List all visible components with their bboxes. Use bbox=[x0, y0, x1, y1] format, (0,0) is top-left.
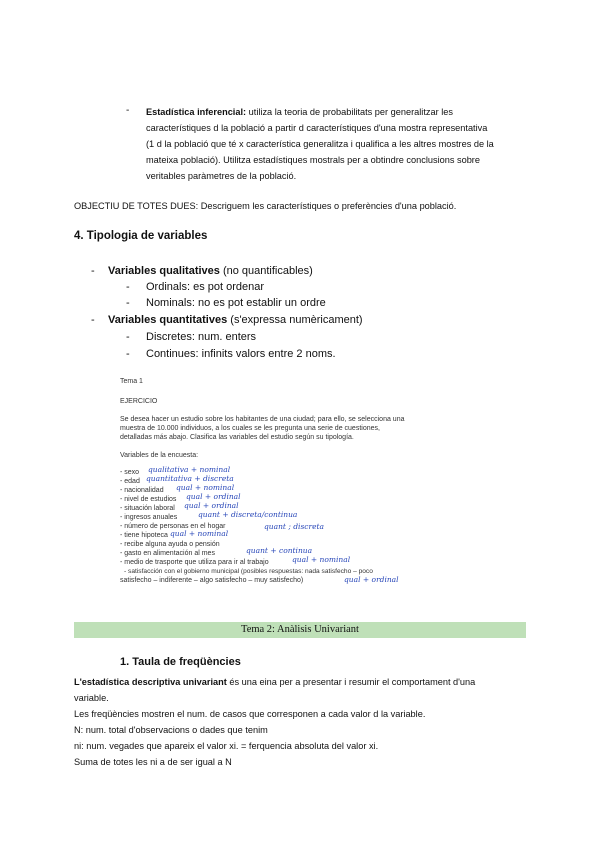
univariant-text: és una eina per a presentar i resumir el comportament d'una bbox=[226, 677, 476, 687]
variable-label: - satisfacción con el gobierno municipal (posibles respuestas: nada satisfecho – poco bbox=[124, 568, 373, 575]
paragraph-univariant bbox=[74, 674, 528, 690]
quantitatives-label: Variables quantitatives bbox=[108, 314, 228, 326]
handwritten-note: qual + ordinal bbox=[344, 575, 399, 584]
inferencial-line-5: veritables paràmetres de la població. bbox=[146, 171, 297, 181]
variable-label: - recibe alguna ayuda o pensión bbox=[120, 541, 220, 548]
variable-label: satisfecho – indiferente – algo satisfecho – muy satisfecho) bbox=[120, 577, 304, 584]
bullet-dash: - bbox=[126, 348, 130, 360]
variable-label: - situación laboral bbox=[120, 505, 175, 512]
bullet-dash: - bbox=[126, 297, 130, 309]
bullet-dash: - bbox=[126, 105, 130, 116]
exercise-intro-3: detalladas más abajo. Clasifica las variables del estudio según su tipología. bbox=[120, 434, 354, 441]
bullet-dash: - bbox=[91, 314, 95, 326]
variable-label: - ingresos anuales bbox=[120, 514, 178, 521]
inferencial-term: Estadística inferencial: bbox=[146, 107, 247, 117]
list-item-qualitatives bbox=[108, 265, 313, 277]
bullet-dash: - bbox=[91, 265, 95, 277]
paragraph-frequencies: Les freqüències mostren el num. de casos que corresponen a cada valor d la variable. bbox=[74, 709, 426, 719]
bullet-dash: - bbox=[126, 281, 130, 293]
inferencial-line-3: (1 d la població que té x característica generalitza i qualifica a les altres mostres de la bbox=[146, 139, 494, 149]
variable-label: - medio de trasporte que utiliza para ir al trabajo bbox=[120, 559, 269, 566]
paragraph-n-definition: N: num. total d'observacions o dades que tenim bbox=[74, 725, 268, 735]
list-item-discretes: Discretes: num. enters bbox=[146, 331, 257, 343]
variable-label: - número de personas en el hogar bbox=[120, 523, 226, 530]
list-item-continues: Continues: infinits valors entre 2 noms. bbox=[146, 348, 336, 360]
variable-label: - sexo bbox=[120, 469, 140, 476]
handwritten-note: quant + continua bbox=[246, 546, 313, 555]
quantitatives-note: (s'expressa numèricament) bbox=[227, 314, 363, 326]
handwritten-note: qualitativa + nominal bbox=[148, 465, 231, 474]
exercise-tema: Tema 1 bbox=[120, 378, 143, 385]
list-item-ordinals: Ordinals: es pot ordenar bbox=[146, 281, 265, 293]
variable-label: - nacionalidad bbox=[120, 487, 164, 494]
exercise-variables-title: Variables de la encuesta: bbox=[120, 452, 199, 459]
inferencial-line-2: característiques d la població a partir d característiques d'una mostra representativa bbox=[146, 123, 488, 133]
qualitatives-note: (no quantificables) bbox=[219, 265, 313, 277]
list-item-quantitatives bbox=[108, 314, 363, 326]
exercise-intro-2: muestra de 10.000 individuos, a los cuales se les pregunta una serie de cuestiones, bbox=[120, 425, 380, 432]
inferencial-text-1: utiliza la teoria de probabilitats per generalitzar les bbox=[248, 107, 453, 117]
handwritten-note: qual + nominal bbox=[292, 555, 351, 564]
handwritten-note: qual + ordinal bbox=[184, 501, 239, 510]
inferencial-line-1 bbox=[146, 104, 528, 120]
qualitatives-label: Variables qualitatives bbox=[108, 265, 220, 277]
exercise-scan-image bbox=[116, 372, 446, 584]
variable-label: - nivel de estudios bbox=[120, 496, 177, 503]
paragraph-sum: Suma de totes les ni a de ser igual a N bbox=[74, 757, 232, 767]
section-heading: 1. Taula de freqüències bbox=[120, 656, 241, 668]
bullet-dash: - bbox=[126, 331, 130, 343]
tema2-banner: Tema 2: Anàlisis Univariant bbox=[74, 622, 526, 638]
handwritten-note: quant ; discreta bbox=[264, 522, 324, 531]
list-item-nominals: Nominals: no es pot establir un ordre bbox=[146, 297, 326, 309]
handwritten-note: qual + ordinal bbox=[186, 492, 241, 501]
exercise-title: EJERCICIO bbox=[120, 398, 158, 405]
handwritten-note: qual + nominal bbox=[176, 483, 235, 492]
variable-label: - gasto en alimentación al mes bbox=[120, 550, 215, 557]
handwritten-note: quant + discreta/continua bbox=[198, 510, 298, 519]
paragraph-univariant-cont: variable. bbox=[74, 693, 109, 703]
tipologia-heading: 4. Tipologia de variables bbox=[74, 230, 208, 242]
handwritten-note: quantitativa + discreta bbox=[146, 474, 234, 483]
inferencial-line-4: mateixa població). Utilitza estadístiques mostrals per a obtindre conclusions sobre bbox=[146, 155, 480, 165]
handwritten-note: qual + nominal bbox=[170, 529, 229, 538]
exercise-intro-1: Se desea hacer un estudio sobre los habitantes de una ciudad; para ello, se selecciona una bbox=[120, 416, 405, 423]
paragraph-ni-definition: ni: num. vegades que apareix el valor xi. = ferquencia absoluta del valor xi. bbox=[74, 741, 379, 751]
univariant-term: L'estadística descriptiva univariant bbox=[74, 677, 227, 687]
objectiu-text: OBJECTIU DE TOTES DUES: Descriguem les característiques o preferències d'una població. bbox=[74, 201, 457, 211]
variable-label: - edad bbox=[120, 478, 140, 485]
variable-label: - tiene hipoteca bbox=[120, 532, 168, 539]
